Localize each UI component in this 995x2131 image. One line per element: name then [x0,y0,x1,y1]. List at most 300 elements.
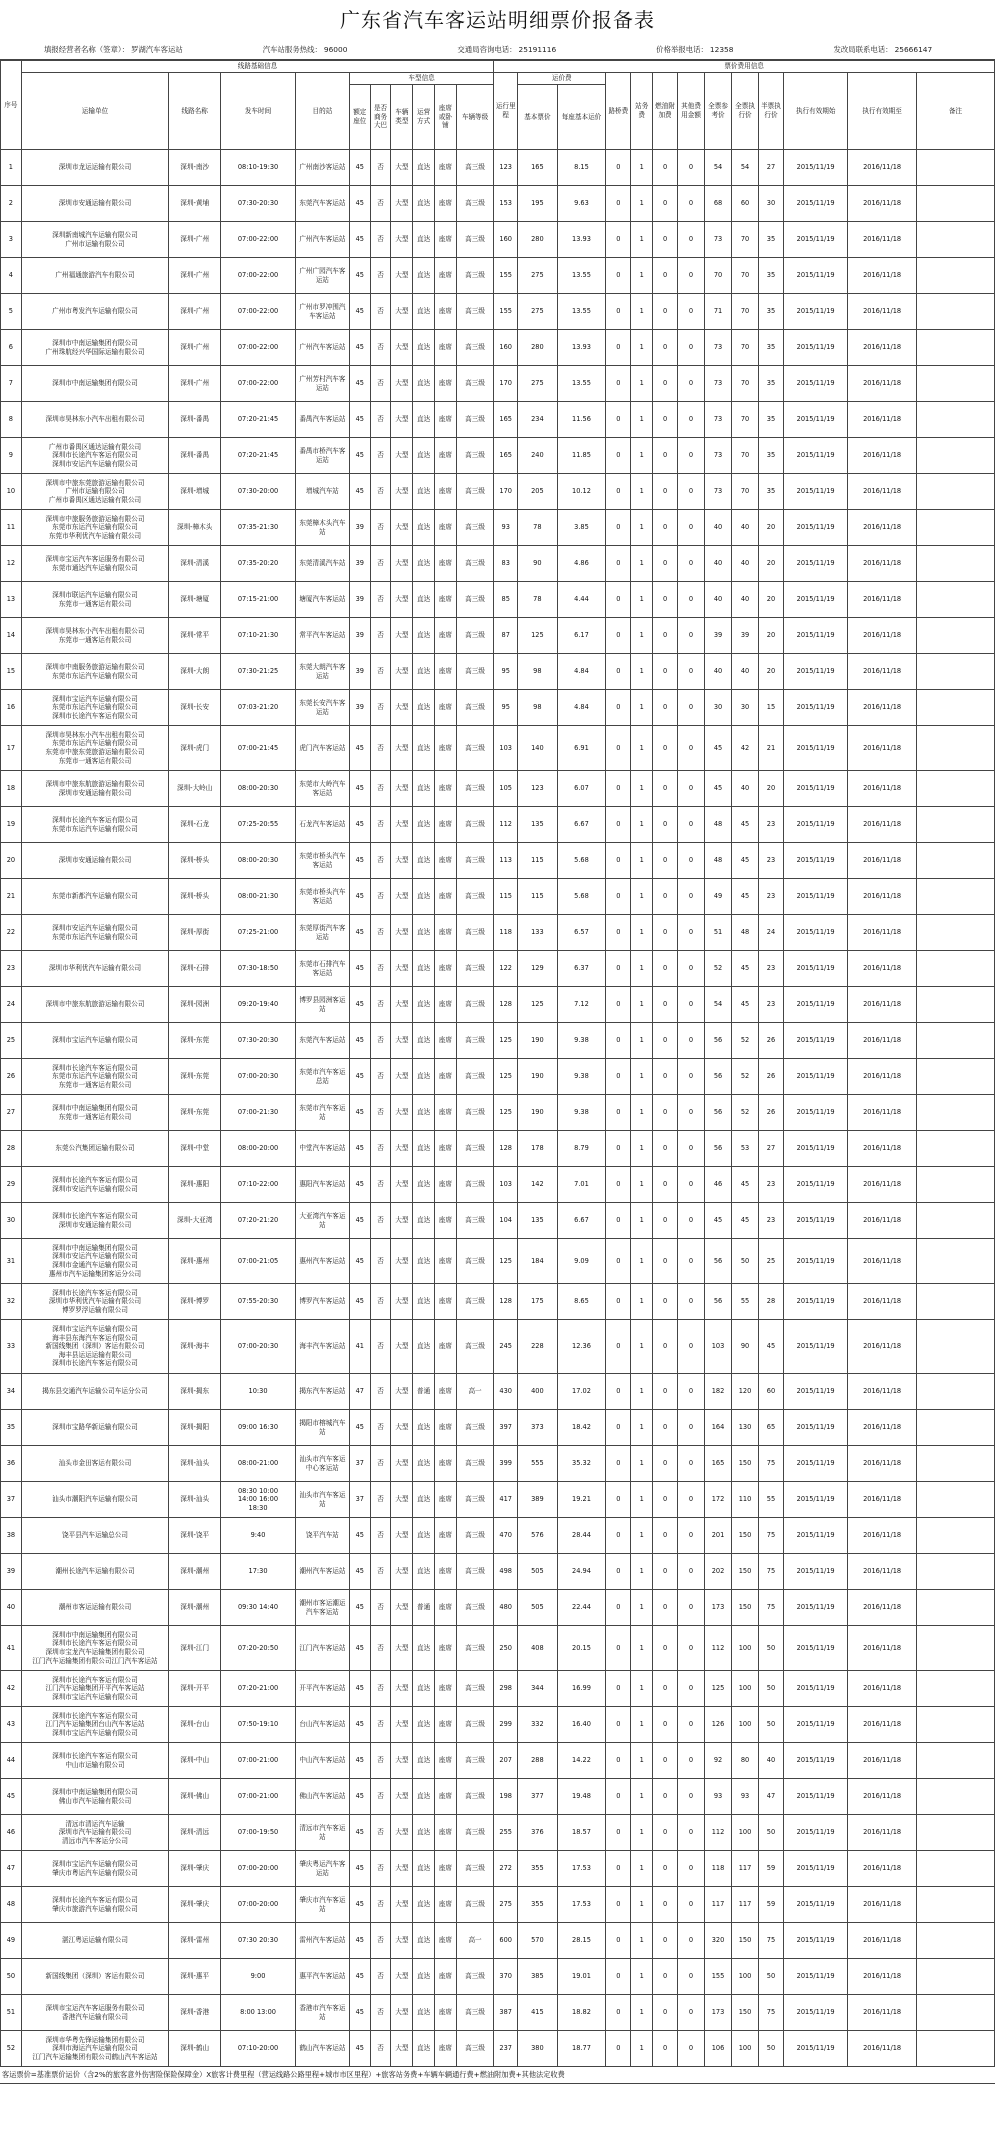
row-operator: 东莞市新都汽车运输有限公司 [21,879,168,915]
table-row [1,1590,995,1626]
row-end: 2016/11/18 [848,2031,917,2067]
row-start: 2015/11/19 [783,1959,847,1995]
row-grade: 高三级 [456,474,493,510]
row-full-ref: 103 [705,1320,732,1374]
row-line: 深圳-佛山 [169,1779,221,1815]
row-seat-bed: 座席 [435,366,457,402]
row-seat-bed: 座席 [435,1059,457,1095]
row-time: 08:00-20:30 [221,843,296,879]
row-route: 直达 [413,1131,435,1167]
row-other: 0 [678,1239,705,1284]
row-business: 否 [370,654,391,690]
row-seq: 50 [1,1959,22,1995]
row-base-fare: 408 [518,1626,557,1671]
row-line: 深圳-桥头 [169,879,221,915]
row-time: 07:00-21:45 [221,726,296,771]
row-road-fee: 0 [606,2031,631,2067]
row-seats: 45 [349,402,370,438]
row-station-fee: 1 [631,726,653,771]
row-road-fee: 0 [606,1203,631,1239]
info-ndrc-phone: 发改局联系电话： 25666147 [833,45,933,54]
row-half-exec: 23 [759,951,784,987]
row-mileage: 155 [494,258,518,294]
row-line: 深圳-汕头 [169,1446,221,1482]
row-business: 否 [370,726,391,771]
row-note [916,915,994,951]
row-seats: 45 [349,1059,370,1095]
row-base-fare: 98 [518,654,557,690]
row-note [916,807,994,843]
row-half-exec: 30 [759,186,784,222]
row-seat-bed: 座席 [435,438,457,474]
row-base-fare: 570 [518,1923,557,1959]
header-station-fee: 站务费 [631,73,653,150]
row-full-exec: 70 [732,258,759,294]
row-dest: 东莞清溪汽车站 [295,546,349,582]
row-route: 直达 [413,186,435,222]
row-vtype: 大型 [391,1374,413,1410]
row-full-exec: 50 [732,1239,759,1284]
row-station-fee: 1 [631,330,653,366]
row-full-ref: 165 [705,1446,732,1482]
row-dest: 常平汽车客运站 [295,618,349,654]
row-start: 2015/11/19 [783,1626,847,1671]
row-per-km: 22.44 [557,1590,606,1626]
row-full-ref: 39 [705,618,732,654]
table-row [1,546,995,582]
row-base-fare: 178 [518,1131,557,1167]
row-station-fee: 1 [631,1626,653,1671]
row-seat-bed: 座席 [435,1590,457,1626]
row-station-fee: 1 [631,546,653,582]
row-grade: 高三级 [456,1554,493,1590]
header-group-line: 线路基础信息 [21,61,494,73]
row-road-fee: 0 [606,1167,631,1203]
row-start: 2015/11/19 [783,330,847,366]
row-station-fee: 1 [631,1320,653,1374]
page-title: 广东省汽车客运站明细票价报备表 [340,8,655,32]
row-grade: 高三级 [456,690,493,726]
row-time: 07:30 20:30 [221,1923,296,1959]
row-half-exec: 60 [759,1374,784,1410]
row-other: 0 [678,1095,705,1131]
row-base-fare: 135 [518,807,557,843]
row-base-fare: 98 [518,690,557,726]
row-other: 0 [678,1446,705,1482]
row-dest: 汕头市汽车客运站 [295,1482,349,1518]
row-base-fare: 123 [518,771,557,807]
row-line: 深圳-长安 [169,690,221,726]
row-mileage: 105 [494,771,518,807]
row-end: 2016/11/18 [848,987,917,1023]
row-line: 深圳-番禺 [169,402,221,438]
row-station-fee: 1 [631,1851,653,1887]
row-seat-bed: 座席 [435,771,457,807]
row-start: 2015/11/19 [783,618,847,654]
row-end: 2016/11/18 [848,1239,917,1284]
row-vtype: 大型 [391,951,413,987]
row-base-fare: 377 [518,1779,557,1815]
row-vtype: 大型 [391,222,413,258]
row-full-ref: 45 [705,1203,732,1239]
row-seat-bed: 座席 [435,1959,457,1995]
row-line: 深圳-惠平 [169,1959,221,1995]
row-route: 普通 [413,1590,435,1626]
row-full-exec: 45 [732,879,759,915]
row-dest: 广州芳村汽车客运站 [295,366,349,402]
row-dest: 博罗县园洲客运站 [295,987,349,1023]
row-time: 09:00 16:30 [221,1410,296,1446]
row-seats: 45 [349,1923,370,1959]
row-grade: 高三级 [456,294,493,330]
row-end: 2016/11/18 [848,1779,917,1815]
row-half-exec: 55 [759,1482,784,1518]
row-operator: 深圳市宝运汽车运输有限公司 东莞市东运汽车运输有限公司 深圳市长途汽车客运有限公司 [21,690,168,726]
row-full-exec: 30 [732,690,759,726]
row-fuel: 0 [653,1410,678,1446]
row-other: 0 [678,438,705,474]
row-station-fee: 1 [631,987,653,1023]
row-road-fee: 0 [606,582,631,618]
row-business: 否 [370,1887,391,1923]
row-half-exec: 50 [759,2031,784,2067]
row-full-exec: 45 [732,1203,759,1239]
row-line: 深圳-广州 [169,366,221,402]
row-road-fee: 0 [606,1554,631,1590]
row-mileage: 245 [494,1320,518,1374]
row-seq: 14 [1,618,22,654]
row-seat-bed: 座席 [435,1554,457,1590]
row-dest: 东莞市石排汽车客运站 [295,951,349,987]
row-business: 否 [370,1590,391,1626]
row-operator: 东莞公汽集团运输有限公司 [21,1131,168,1167]
row-vtype: 大型 [391,1959,413,1995]
row-note [916,294,994,330]
row-operator: 深圳市中旅东航旅游运输有限公司 [21,987,168,1023]
row-station-fee: 1 [631,150,653,186]
row-business: 否 [370,582,391,618]
row-base-fare: 133 [518,915,557,951]
row-base-fare: 165 [518,150,557,186]
row-note [916,1167,994,1203]
row-line: 深圳-黄埔 [169,186,221,222]
row-seq: 36 [1,1446,22,1482]
row-mileage: 470 [494,1518,518,1554]
row-base-fare: 505 [518,1590,557,1626]
row-start: 2015/11/19 [783,402,847,438]
row-other: 0 [678,1482,705,1518]
row-seq: 15 [1,654,22,690]
row-fuel: 0 [653,1590,678,1626]
row-seat-bed: 座席 [435,294,457,330]
row-half-exec: 75 [759,1446,784,1482]
row-station-fee: 1 [631,1995,653,2031]
row-half-exec: 23 [759,1167,784,1203]
row-line: 深圳-惠阳 [169,1167,221,1203]
row-full-ref: 202 [705,1554,732,1590]
row-dest: 揭阳市榕城汽车站 [295,1410,349,1446]
row-start: 2015/11/19 [783,1374,847,1410]
row-note [916,1374,994,1410]
row-time: 08:00-20:00 [221,1131,296,1167]
table-row [1,1518,995,1554]
row-time: 10:30 [221,1374,296,1410]
row-fuel: 0 [653,438,678,474]
row-full-exec: 100 [732,1959,759,1995]
row-other: 0 [678,987,705,1023]
row-other: 0 [678,1923,705,1959]
row-start: 2015/11/19 [783,1995,847,2031]
row-seat-bed: 座席 [435,474,457,510]
row-seats: 45 [349,987,370,1023]
header-full-ref: 全票参考价 [705,73,732,150]
row-grade: 高三级 [456,1995,493,2031]
row-full-exec: 54 [732,150,759,186]
row-fuel: 0 [653,474,678,510]
row-start: 2015/11/19 [783,879,847,915]
row-seq: 39 [1,1554,22,1590]
row-other: 0 [678,1320,705,1374]
row-note [916,1626,994,1671]
row-line: 深圳-江门 [169,1626,221,1671]
row-grade: 高三级 [456,582,493,618]
row-end: 2016/11/18 [848,1707,917,1743]
row-fuel: 0 [653,1203,678,1239]
table-row [1,1203,995,1239]
row-mileage: 480 [494,1590,518,1626]
row-other: 0 [678,843,705,879]
row-seq: 4 [1,258,22,294]
row-road-fee: 0 [606,1023,631,1059]
row-grade: 高三级 [456,807,493,843]
row-half-exec: 75 [759,1554,784,1590]
header-vtype: 车辆类型 [391,85,413,150]
row-base-fare: 576 [518,1518,557,1554]
row-time: 07:00-20:30 [221,1320,296,1374]
row-full-ref: 155 [705,1959,732,1995]
row-note [916,1518,994,1554]
row-operator: 汕头市潮阳汽车运输有限公司 [21,1482,168,1518]
row-operator: 湛江粤运运输有限公司 [21,1923,168,1959]
row-mileage: 498 [494,1554,518,1590]
row-other: 0 [678,546,705,582]
row-full-exec: 40 [732,771,759,807]
row-mileage: 237 [494,2031,518,2067]
row-station-fee: 1 [631,1095,653,1131]
row-seats: 39 [349,510,370,546]
row-seq: 37 [1,1482,22,1518]
row-seats: 45 [349,1995,370,2031]
row-grade: 高三级 [456,150,493,186]
row-time: 07:20-21:00 [221,1671,296,1707]
row-end: 2016/11/18 [848,474,917,510]
row-end: 2016/11/18 [848,1374,917,1410]
table-row [1,1959,995,1995]
row-grade: 高三级 [456,402,493,438]
row-base-fare: 190 [518,1059,557,1095]
row-station-fee: 1 [631,1959,653,1995]
row-seat-bed: 座席 [435,1671,457,1707]
row-end: 2016/11/18 [848,186,917,222]
row-base-fare: 78 [518,582,557,618]
row-note [916,1995,994,2031]
row-base-fare: 135 [518,1203,557,1239]
row-fuel: 0 [653,2031,678,2067]
row-road-fee: 0 [606,1887,631,1923]
row-station-fee: 1 [631,1059,653,1095]
row-mileage: 207 [494,1743,518,1779]
row-per-km: 18.82 [557,1995,606,2031]
row-line: 深圳-樟木头 [169,510,221,546]
row-route: 直达 [413,1482,435,1518]
row-half-exec: 47 [759,1779,784,1815]
row-end: 2016/11/18 [848,879,917,915]
table-row [1,807,995,843]
row-end: 2016/11/18 [848,618,917,654]
row-station-fee: 1 [631,1284,653,1320]
row-other: 0 [678,618,705,654]
row-seat-bed: 座席 [435,330,457,366]
row-end: 2016/11/18 [848,1320,917,1374]
row-end: 2016/11/18 [848,546,917,582]
row-half-exec: 35 [759,402,784,438]
row-fuel: 0 [653,1743,678,1779]
row-start: 2015/11/19 [783,1743,847,1779]
row-seats: 45 [349,1095,370,1131]
row-vtype: 大型 [391,1554,413,1590]
row-dest: 肇庆粤运汽车客运站 [295,1851,349,1887]
row-dest: 惠州汽车客运站 [295,1239,349,1284]
row-operator: 深圳市中南运输集团有限公司 广州珠航经兴华国际运输有限公司 [21,330,168,366]
row-dest: 东莞市桥头汽车客运站 [295,879,349,915]
row-seat-bed: 座席 [435,1023,457,1059]
row-note [916,1815,994,1851]
table-row [1,1059,995,1095]
row-full-exec: 52 [732,1059,759,1095]
row-vtype: 大型 [391,1482,413,1518]
row-dest: 大亚湾汽车客运站 [295,1203,349,1239]
row-full-exec: 53 [732,1131,759,1167]
row-vtype: 大型 [391,1023,413,1059]
row-start: 2015/11/19 [783,1410,847,1446]
row-start: 2015/11/19 [783,1446,847,1482]
row-half-exec: 35 [759,474,784,510]
row-base-fare: 288 [518,1743,557,1779]
row-per-km: 16.40 [557,1707,606,1743]
row-operator: 深圳市长途汽车客运有限公司 肇庆市旅游汽车运输有限公司 [21,1887,168,1923]
row-mileage: 128 [494,1284,518,1320]
row-station-fee: 1 [631,222,653,258]
row-full-ref: 51 [705,915,732,951]
row-per-km: 19.21 [557,1482,606,1518]
row-fuel: 0 [653,330,678,366]
row-route: 直达 [413,1671,435,1707]
row-grade: 高三级 [456,1779,493,1815]
row-full-exec: 70 [732,294,759,330]
header-dest: 目的站 [295,73,349,150]
header-seat-bed: 座席或卧铺 [435,85,457,150]
row-line: 深圳-中山 [169,1743,221,1779]
row-operator: 深圳市安通运输有限公司 [21,186,168,222]
row-road-fee: 0 [606,807,631,843]
row-seats: 45 [349,1203,370,1239]
row-mileage: 600 [494,1923,518,1959]
row-other: 0 [678,1671,705,1707]
row-road-fee: 0 [606,1851,631,1887]
row-note [916,1959,994,1995]
row-road-fee: 0 [606,1320,631,1374]
row-note [916,1671,994,1707]
row-grade: 高三级 [456,546,493,582]
row-other: 0 [678,1023,705,1059]
row-fuel: 0 [653,1446,678,1482]
row-full-exec: 130 [732,1410,759,1446]
row-end: 2016/11/18 [848,1887,917,1923]
table-row [1,330,995,366]
row-route: 直达 [413,438,435,474]
row-route: 直达 [413,915,435,951]
row-station-fee: 1 [631,186,653,222]
row-end: 2016/11/18 [848,1203,917,1239]
header-seats: 额定座位 [349,85,370,150]
row-fuel: 0 [653,366,678,402]
row-line: 深圳-石排 [169,951,221,987]
row-vtype: 大型 [391,915,413,951]
row-dest: 番禺市桥汽车客运站 [295,438,349,474]
row-route: 直达 [413,1959,435,1995]
row-operator: 揭东县交通汽车运输公司车运分公司 [21,1374,168,1410]
row-other: 0 [678,222,705,258]
row-seq: 11 [1,510,22,546]
row-operator: 深圳市华利优汽车运输有限公司 [21,951,168,987]
row-start: 2015/11/19 [783,1590,847,1626]
row-note [916,330,994,366]
row-full-ref: 45 [705,771,732,807]
row-seats: 45 [349,1851,370,1887]
table-row [1,438,995,474]
row-route: 直达 [413,690,435,726]
row-route: 直达 [413,1887,435,1923]
row-note [916,879,994,915]
row-seq: 9 [1,438,22,474]
row-full-ref: 49 [705,879,732,915]
row-note [916,1284,994,1320]
info-operator: 填报经营者名称（签章）： 罗湖汽车客运站 [44,45,183,54]
row-full-ref: 40 [705,582,732,618]
row-end: 2016/11/18 [848,1059,917,1095]
row-operator: 深圳市中南运输集团有限公司 东莞市一通客运有限公司 [21,1095,168,1131]
row-end: 2016/11/18 [848,150,917,186]
row-seats: 45 [349,1626,370,1671]
row-mileage: 87 [494,618,518,654]
row-full-ref: 56 [705,1239,732,1284]
row-time: 07:00-21:00 [221,1743,296,1779]
row-line: 深圳-清溪 [169,546,221,582]
row-full-exec: 45 [732,987,759,1023]
header-group-fare: 票价费用信息 [494,61,995,73]
row-vtype: 大型 [391,402,413,438]
row-mileage: 128 [494,1131,518,1167]
row-seat-bed: 座席 [435,258,457,294]
row-route: 直达 [413,843,435,879]
row-seats: 39 [349,546,370,582]
row-per-km: 8.79 [557,1131,606,1167]
row-vtype: 大型 [391,879,413,915]
row-vtype: 大型 [391,987,413,1023]
row-start: 2015/11/19 [783,915,847,951]
row-half-exec: 35 [759,438,784,474]
row-vtype: 大型 [391,474,413,510]
